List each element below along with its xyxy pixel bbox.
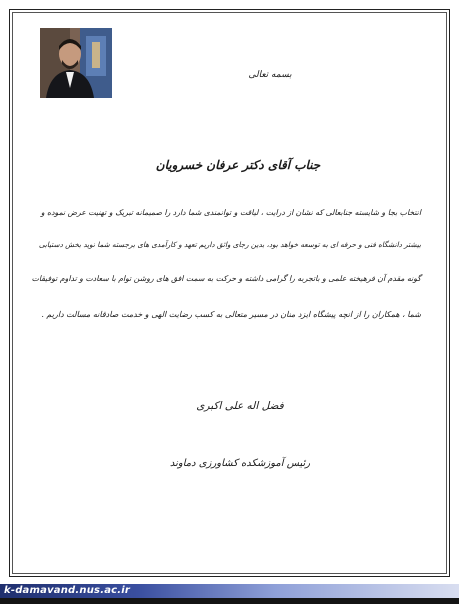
body-line-4: شما ، همکاران را از انچه پیشگاه ایزد منان در مسیر متعالی به کسب رضایت الهی و خدمت صادقانه مسالت داریم . — [41, 310, 421, 319]
salutation-heading: جناب آقای دکتر عرفان خسرویان — [155, 158, 321, 172]
portrait-photo — [40, 28, 112, 98]
body-line-2: بیشتر دانشگاه فنی و حرفه ای به توسعه خواهد بود، بدین رجای واثق داریم تعهد و کارآمدی های برجسته شما نوید بخش دستیابی — [38, 240, 421, 249]
portrait-image — [40, 28, 112, 98]
footer-strip — [0, 598, 459, 604]
bismillah-heading: بسمه تعالی — [248, 70, 292, 80]
signer-title: رئیس آموزشکده کشاورزی دماوند — [169, 458, 311, 469]
footer-url-label[interactable]: k-damavand.nus.ac.ir — [4, 585, 131, 596]
body-line-1: انتخاب بجا و شایسته جنابعالی که نشان از درایت ، لیاقت و توانمندی شما دارد را صمیمانه تبریک و تهنیت عرض نموده و — [40, 208, 421, 217]
signer-name: فضل اله علی اکبری — [196, 400, 284, 412]
body-line-3: گونه مقدم آن فرهیخته علمی و باتجربه را گرامی داشته و حرکت به سمت افق های روشن توام با سعادت و تداوم توفیقات — [31, 274, 421, 283]
